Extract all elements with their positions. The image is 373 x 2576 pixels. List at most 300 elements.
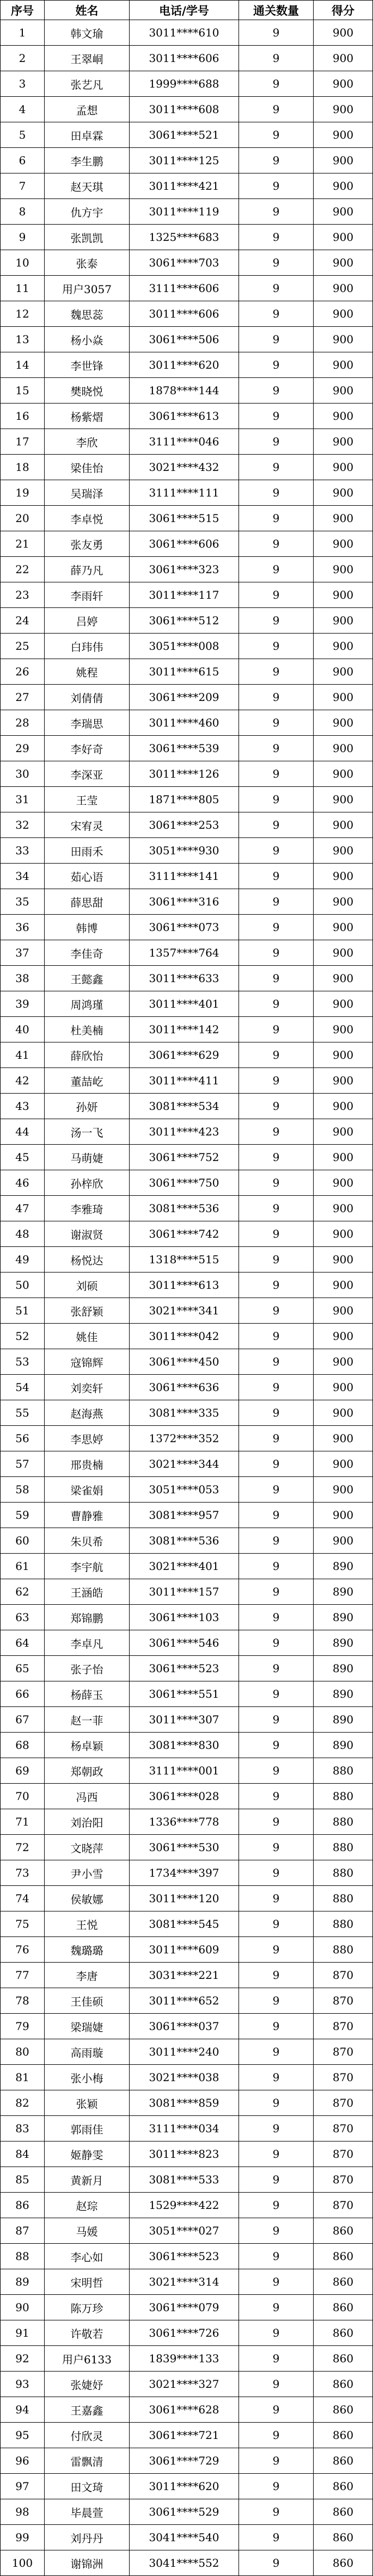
cell-score: 900 — [314, 838, 373, 864]
cell-score: 890 — [314, 1733, 373, 1758]
cell-levels-cleared: 9 — [239, 838, 314, 864]
cell-score: 900 — [314, 1145, 373, 1170]
table-row — [1, 1656, 373, 1681]
cell-index: 69 — [1, 1758, 45, 1784]
cell-name: 尹小雪 — [45, 1860, 130, 1886]
header-index: 序号 — [1, 1, 45, 20]
cell-phone-id: 3061****703 — [130, 250, 239, 276]
cell-levels-cleared: 9 — [239, 864, 314, 889]
cell-phone-id: 1999****688 — [130, 71, 239, 97]
cell-index: 45 — [1, 1145, 45, 1170]
cell-index: 77 — [1, 1963, 45, 1988]
cell-levels-cleared: 9 — [239, 1656, 314, 1681]
table-row — [1, 1630, 373, 1656]
cell-index: 86 — [1, 2193, 45, 2218]
cell-index: 93 — [1, 2372, 45, 2397]
cell-name: 黄新月 — [45, 2167, 130, 2193]
table-row — [1, 1681, 373, 1707]
table-row — [1, 1247, 373, 1273]
cell-score: 900 — [314, 1017, 373, 1042]
cell-index: 17 — [1, 429, 45, 455]
cell-name: 用户6133 — [45, 2346, 130, 2372]
cell-score: 900 — [314, 480, 373, 506]
cell-levels-cleared: 9 — [239, 1963, 314, 1988]
cell-phone-id: 3111****001 — [130, 1758, 239, 1784]
table-row — [1, 736, 373, 761]
cell-phone-id: 3011****606 — [130, 301, 239, 327]
cell-score: 870 — [314, 2167, 373, 2193]
cell-score: 860 — [314, 2218, 373, 2244]
cell-name: 李瑞思 — [45, 710, 130, 736]
cell-phone-id: 3011****460 — [130, 710, 239, 736]
cell-levels-cleared: 9 — [239, 1911, 314, 1937]
cell-score: 900 — [314, 352, 373, 378]
cell-score: 900 — [314, 1298, 373, 1324]
cell-name: 吴瑞泽 — [45, 480, 130, 506]
cell-name: 茹心语 — [45, 864, 130, 889]
table-row — [1, 455, 373, 480]
cell-score: 900 — [314, 1451, 373, 1477]
table-row — [1, 787, 373, 812]
table-row — [1, 2397, 373, 2423]
cell-levels-cleared: 9 — [239, 276, 314, 301]
cell-phone-id: 1336****778 — [130, 1809, 239, 1835]
cell-phone-id: 3061****539 — [130, 736, 239, 761]
cell-phone-id: 3111****111 — [130, 480, 239, 506]
cell-levels-cleared: 9 — [239, 1477, 314, 1503]
cell-name: 马萌婕 — [45, 1145, 130, 1170]
cell-phone-id: 3061****606 — [130, 531, 239, 557]
cell-phone-id: 3081****830 — [130, 1733, 239, 1758]
cell-name: 薛乃凡 — [45, 557, 130, 582]
cell-index: 74 — [1, 1886, 45, 1911]
cell-index: 78 — [1, 1988, 45, 2014]
table-row — [1, 225, 373, 250]
cell-levels-cleared: 9 — [239, 301, 314, 327]
cell-score: 900 — [314, 864, 373, 889]
cell-name: 付欣灵 — [45, 2423, 130, 2448]
cell-name: 刘治阳 — [45, 1809, 130, 1835]
cell-name: 张颖 — [45, 2090, 130, 2116]
cell-phone-id: 3081****533 — [130, 2167, 239, 2193]
cell-levels-cleared: 9 — [239, 20, 314, 46]
cell-levels-cleared: 9 — [239, 2346, 314, 2372]
table-row — [1, 710, 373, 736]
cell-name: 李雅琦 — [45, 1196, 130, 1221]
cell-index: 33 — [1, 838, 45, 864]
table-row — [1, 122, 373, 148]
cell-phone-id: 3011****620 — [130, 352, 239, 378]
cell-name: 张友勇 — [45, 531, 130, 557]
cell-phone-id: 3081****859 — [130, 2090, 239, 2116]
cell-index: 96 — [1, 2448, 45, 2474]
cell-name: 王涵皓 — [45, 1579, 130, 1605]
table-row — [1, 2167, 373, 2193]
cell-score: 860 — [314, 2295, 373, 2320]
cell-name: 薛思甜 — [45, 889, 130, 915]
cell-index: 85 — [1, 2167, 45, 2193]
cell-levels-cleared: 9 — [239, 1375, 314, 1400]
cell-index: 38 — [1, 966, 45, 991]
cell-index: 60 — [1, 1528, 45, 1554]
cell-score: 870 — [314, 2142, 373, 2167]
cell-name: 宋明哲 — [45, 2269, 130, 2295]
cell-name: 李唐 — [45, 1963, 130, 1988]
cell-levels-cleared: 9 — [239, 1886, 314, 1911]
cell-score: 900 — [314, 404, 373, 429]
table-row — [1, 352, 373, 378]
cell-levels-cleared: 9 — [239, 1221, 314, 1247]
table-row — [1, 1451, 373, 1477]
cell-index: 47 — [1, 1196, 45, 1221]
table-row — [1, 1196, 373, 1221]
cell-index: 9 — [1, 225, 45, 250]
cell-levels-cleared: 9 — [239, 1988, 314, 2014]
cell-levels-cleared: 9 — [239, 2244, 314, 2269]
cell-index: 73 — [1, 1860, 45, 1886]
cell-score: 860 — [314, 2320, 373, 2346]
cell-score: 900 — [314, 1426, 373, 1451]
cell-phone-id: 3021****344 — [130, 1451, 239, 1477]
cell-index: 54 — [1, 1375, 45, 1400]
cell-phone-id: 3061****546 — [130, 1630, 239, 1656]
cell-score: 870 — [314, 1963, 373, 1988]
cell-score: 900 — [314, 225, 373, 250]
table-row — [1, 2244, 373, 2269]
cell-name: 文晓萍 — [45, 1835, 130, 1860]
cell-phone-id: 3011****613 — [130, 1273, 239, 1298]
cell-index: 16 — [1, 404, 45, 429]
cell-index: 29 — [1, 736, 45, 761]
cell-levels-cleared: 9 — [239, 582, 314, 608]
table-row — [1, 966, 373, 991]
cell-name: 杨悦达 — [45, 1247, 130, 1273]
cell-levels-cleared: 9 — [239, 1273, 314, 1298]
cell-levels-cleared: 9 — [239, 2218, 314, 2244]
cell-phone-id: 3051****930 — [130, 838, 239, 864]
cell-levels-cleared: 9 — [239, 2269, 314, 2295]
cell-name: 寇锦辉 — [45, 1349, 130, 1375]
table-row — [1, 506, 373, 531]
cell-phone-id: 3021****401 — [130, 1554, 239, 1579]
cell-score: 900 — [314, 378, 373, 404]
cell-score: 880 — [314, 1809, 373, 1835]
cell-phone-id: 3021****341 — [130, 1298, 239, 1324]
table-row — [1, 889, 373, 915]
cell-score: 900 — [314, 787, 373, 812]
cell-index: 81 — [1, 2065, 45, 2090]
cell-phone-id: 3061****506 — [130, 327, 239, 352]
cell-name: 郭雨佳 — [45, 2116, 130, 2142]
cell-phone-id: 1357****764 — [130, 940, 239, 966]
cell-index: 19 — [1, 480, 45, 506]
cell-score: 860 — [314, 2269, 373, 2295]
table-row — [1, 1554, 373, 1579]
cell-phone-id: 3061****253 — [130, 812, 239, 838]
table-row — [1, 608, 373, 634]
cell-index: 43 — [1, 1094, 45, 1119]
cell-index: 3 — [1, 71, 45, 97]
cell-phone-id: 3011****119 — [130, 199, 239, 225]
cell-levels-cleared: 9 — [239, 1042, 314, 1068]
cell-phone-id: 3011****620 — [130, 2474, 239, 2499]
cell-score: 890 — [314, 1656, 373, 1681]
cell-score: 890 — [314, 1707, 373, 1733]
cell-phone-id: 3041****540 — [130, 2525, 239, 2550]
cell-name: 薛欣怡 — [45, 1042, 130, 1068]
table-row — [1, 276, 373, 301]
cell-score: 900 — [314, 276, 373, 301]
table-row — [1, 2320, 373, 2346]
cell-score: 890 — [314, 1681, 373, 1707]
cell-name: 刘丹丹 — [45, 2525, 130, 2550]
cell-score: 870 — [314, 2193, 373, 2218]
table-row — [1, 148, 373, 173]
cell-levels-cleared: 9 — [239, 1400, 314, 1426]
cell-levels-cleared: 9 — [239, 1784, 314, 1809]
cell-levels-cleared: 9 — [239, 761, 314, 787]
table-row — [1, 1042, 373, 1068]
cell-phone-id: 3021****327 — [130, 2372, 239, 2397]
cell-levels-cleared: 9 — [239, 352, 314, 378]
cell-levels-cleared: 9 — [239, 2525, 314, 2550]
cell-index: 61 — [1, 1554, 45, 1579]
cell-score: 900 — [314, 1273, 373, 1298]
table-row — [1, 582, 373, 608]
cell-name: 汤一飞 — [45, 1119, 130, 1145]
cell-score: 880 — [314, 1937, 373, 1963]
cell-index: 6 — [1, 148, 45, 173]
table-row — [1, 1937, 373, 1963]
cell-levels-cleared: 9 — [239, 2090, 314, 2116]
cell-name: 宋宥灵 — [45, 812, 130, 838]
cell-index: 5 — [1, 122, 45, 148]
cell-index: 57 — [1, 1451, 45, 1477]
cell-score: 900 — [314, 1503, 373, 1528]
cell-phone-id: 3061****729 — [130, 2448, 239, 2474]
cell-score: 860 — [314, 2550, 373, 2576]
cell-phone-id: 3011****142 — [130, 1017, 239, 1042]
cell-phone-id: 1839****133 — [130, 2346, 239, 2372]
cell-index: 83 — [1, 2116, 45, 2142]
cell-phone-id: 1325****683 — [130, 225, 239, 250]
cell-levels-cleared: 9 — [239, 1860, 314, 1886]
cell-levels-cleared: 9 — [239, 2014, 314, 2039]
cell-score: 900 — [314, 327, 373, 352]
cell-phone-id: 3061****629 — [130, 1042, 239, 1068]
table-row — [1, 250, 373, 276]
cell-phone-id: 3011****652 — [130, 1988, 239, 2014]
cell-name: 王懿鑫 — [45, 966, 130, 991]
cell-index: 80 — [1, 2039, 45, 2065]
cell-index: 91 — [1, 2320, 45, 2346]
cell-score: 900 — [314, 761, 373, 787]
cell-name: 李雨轩 — [45, 582, 130, 608]
cell-phone-id: 3111****034 — [130, 2116, 239, 2142]
cell-index: 12 — [1, 301, 45, 327]
cell-phone-id: 3081****534 — [130, 1094, 239, 1119]
table-row — [1, 1758, 373, 1784]
table-row — [1, 940, 373, 966]
cell-phone-id: 3011****823 — [130, 2142, 239, 2167]
cell-index: 24 — [1, 608, 45, 634]
cell-phone-id: 3061****209 — [130, 685, 239, 710]
cell-name: 杨紫熠 — [45, 404, 130, 429]
cell-index: 94 — [1, 2397, 45, 2423]
cell-name: 李佳奇 — [45, 940, 130, 966]
cell-score: 900 — [314, 122, 373, 148]
cell-score: 870 — [314, 2039, 373, 2065]
cell-score: 900 — [314, 1170, 373, 1196]
cell-name: 李思婷 — [45, 1426, 130, 1451]
cell-score: 900 — [314, 531, 373, 557]
cell-phone-id: 3051****053 — [130, 1477, 239, 1503]
table-row — [1, 378, 373, 404]
cell-index: 1 — [1, 20, 45, 46]
cell-score: 900 — [314, 634, 373, 659]
cell-levels-cleared: 9 — [239, 966, 314, 991]
cell-index: 32 — [1, 812, 45, 838]
cell-phone-id: 3061****523 — [130, 2244, 239, 2269]
cell-levels-cleared: 9 — [239, 1017, 314, 1042]
cell-score: 900 — [314, 1349, 373, 1375]
cell-levels-cleared: 9 — [239, 225, 314, 250]
cell-index: 46 — [1, 1170, 45, 1196]
cell-levels-cleared: 9 — [239, 659, 314, 685]
cell-index: 88 — [1, 2244, 45, 2269]
cell-score: 860 — [314, 2474, 373, 2499]
cell-name: 邢贵楠 — [45, 1451, 130, 1477]
cell-score: 900 — [314, 940, 373, 966]
cell-name: 雷飘清 — [45, 2448, 130, 2474]
cell-name: 毕晨萱 — [45, 2499, 130, 2525]
cell-index: 98 — [1, 2499, 45, 2525]
cell-phone-id: 3081****536 — [130, 1528, 239, 1554]
cell-phone-id: 3081****335 — [130, 1400, 239, 1426]
cell-phone-id: 3031****221 — [130, 1963, 239, 1988]
table-row — [1, 2499, 373, 2525]
cell-levels-cleared: 9 — [239, 787, 314, 812]
cell-name: 李宇航 — [45, 1554, 130, 1579]
cell-levels-cleared: 9 — [239, 2448, 314, 2474]
cell-name: 谢锦洲 — [45, 2550, 130, 2576]
table-row — [1, 1911, 373, 1937]
cell-levels-cleared: 9 — [239, 2167, 314, 2193]
cell-name: 李好奇 — [45, 736, 130, 761]
cell-levels-cleared: 9 — [239, 889, 314, 915]
table-row — [1, 1324, 373, 1349]
cell-name: 刘倩倩 — [45, 685, 130, 710]
cell-score: 900 — [314, 736, 373, 761]
cell-levels-cleared: 9 — [239, 1119, 314, 1145]
cell-score: 900 — [314, 1375, 373, 1400]
cell-score: 860 — [314, 2346, 373, 2372]
table-row — [1, 2423, 373, 2448]
cell-name: 魏璐璐 — [45, 1937, 130, 1963]
cell-phone-id: 1372****352 — [130, 1426, 239, 1451]
cell-phone-id: 3061****521 — [130, 122, 239, 148]
cell-phone-id: 3011****042 — [130, 1324, 239, 1349]
cell-phone-id: 3021****038 — [130, 2065, 239, 2090]
table-row — [1, 838, 373, 864]
cell-score: 860 — [314, 2525, 373, 2550]
table-row — [1, 1068, 373, 1094]
cell-phone-id: 1734****397 — [130, 1860, 239, 1886]
cell-score: 900 — [314, 1528, 373, 1554]
cell-name: 曹静雅 — [45, 1503, 130, 1528]
cell-levels-cleared: 9 — [239, 1349, 314, 1375]
cell-levels-cleared: 9 — [239, 1426, 314, 1451]
cell-phone-id: 3011****401 — [130, 991, 239, 1017]
cell-index: 21 — [1, 531, 45, 557]
cell-name: 李生鹏 — [45, 148, 130, 173]
cell-score: 900 — [314, 250, 373, 276]
cell-score: 900 — [314, 301, 373, 327]
cell-levels-cleared: 9 — [239, 429, 314, 455]
cell-score: 900 — [314, 966, 373, 991]
cell-levels-cleared: 9 — [239, 940, 314, 966]
cell-score: 880 — [314, 1860, 373, 1886]
cell-name: 高雨璇 — [45, 2039, 130, 2065]
cell-index: 22 — [1, 557, 45, 582]
cell-score: 860 — [314, 2372, 373, 2397]
table-row — [1, 2193, 373, 2218]
cell-levels-cleared: 9 — [239, 2423, 314, 2448]
cell-index: 90 — [1, 2295, 45, 2320]
cell-index: 68 — [1, 1733, 45, 1758]
table-row — [1, 1963, 373, 1988]
cell-phone-id: 3061****515 — [130, 506, 239, 531]
cell-score: 890 — [314, 1630, 373, 1656]
cell-name: 吕婷 — [45, 608, 130, 634]
cell-levels-cleared: 9 — [239, 199, 314, 225]
cell-score: 860 — [314, 2244, 373, 2269]
cell-score: 900 — [314, 455, 373, 480]
cell-name: 赵琮 — [45, 2193, 130, 2218]
cell-levels-cleared: 9 — [239, 1068, 314, 1094]
table-row — [1, 2116, 373, 2142]
table-row — [1, 1298, 373, 1324]
cell-index: 51 — [1, 1298, 45, 1324]
cell-phone-id: 3111****141 — [130, 864, 239, 889]
cell-index: 2 — [1, 46, 45, 71]
table-row — [1, 97, 373, 122]
cell-name: 张子怡 — [45, 1656, 130, 1681]
table-row — [1, 2474, 373, 2499]
cell-name: 张艺凡 — [45, 71, 130, 97]
cell-score: 880 — [314, 1784, 373, 1809]
table-row — [1, 1119, 373, 1145]
cell-levels-cleared: 9 — [239, 2499, 314, 2525]
cell-name: 赵一菲 — [45, 1707, 130, 1733]
cell-phone-id: 3011****609 — [130, 1937, 239, 1963]
table-row — [1, 2372, 373, 2397]
cell-levels-cleared: 9 — [239, 2193, 314, 2218]
cell-name: 李卓悦 — [45, 506, 130, 531]
cell-phone-id: 3011****126 — [130, 761, 239, 787]
cell-index: 64 — [1, 1630, 45, 1656]
cell-index: 82 — [1, 2090, 45, 2116]
cell-index: 53 — [1, 1349, 45, 1375]
cell-name: 白玮伟 — [45, 634, 130, 659]
cell-name: 梁雀娟 — [45, 1477, 130, 1503]
cell-phone-id: 3011****157 — [130, 1579, 239, 1605]
cell-score: 900 — [314, 429, 373, 455]
cell-phone-id: 3061****721 — [130, 2423, 239, 2448]
cell-index: 23 — [1, 582, 45, 608]
cell-levels-cleared: 9 — [239, 2550, 314, 2576]
cell-phone-id: 3051****008 — [130, 634, 239, 659]
